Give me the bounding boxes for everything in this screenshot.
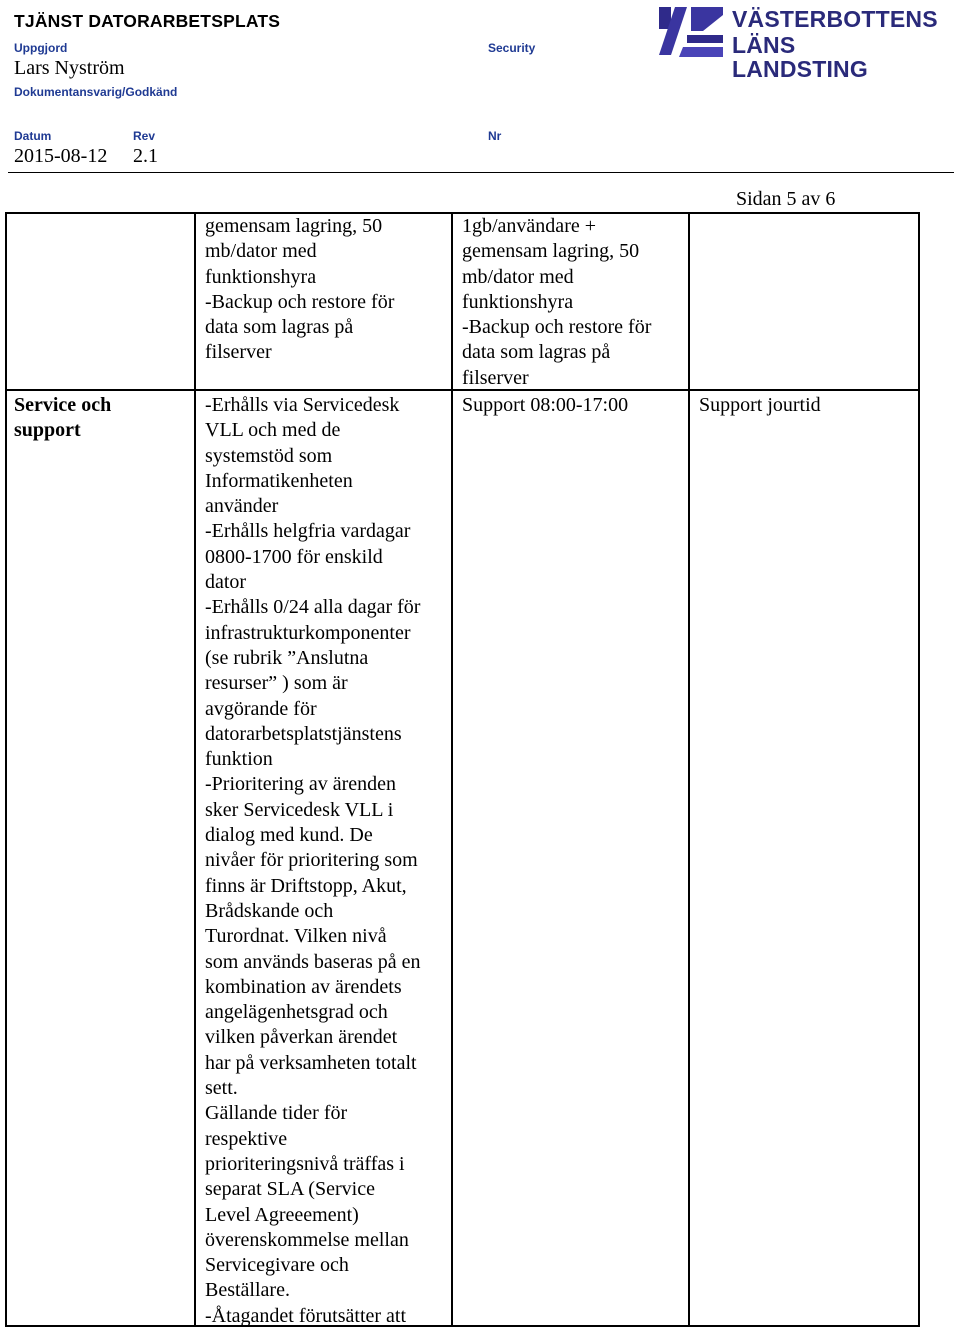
made-by-label: Uppgjord — [14, 41, 68, 55]
date-value: 2015-08-12 — [14, 145, 108, 167]
logo-line-2: LÄNS LANDSTING — [732, 32, 868, 82]
nr-label: Nr — [488, 129, 502, 143]
row1-col3-cell: 1gb/användare + gemensam lagring, 50 mb/dator med funktionshyra -Backup och restore för data som lagras på filserver — [462, 215, 652, 389]
made-by-value: Lars Nyström — [14, 57, 125, 79]
page-number: Sidan 5 av 6 — [736, 188, 836, 210]
security-label: Security — [488, 41, 536, 55]
table-right-border — [918, 212, 920, 1327]
row1-col2-cell: gemensam lagring, 50 mb/dator med funktionshyra -Backup och restore för data som lagras på filserver — [205, 215, 395, 364]
table-col-divider-2 — [451, 212, 453, 1327]
logo-mark-icon — [657, 5, 725, 59]
table-col-divider-1 — [194, 212, 196, 1327]
logo-line-1: VÄSTERBOTTENS — [732, 6, 938, 32]
table-col-divider-3 — [688, 212, 690, 1327]
row2-support-hours-cell: Support 08:00-17:00 — [462, 394, 629, 416]
date-label: Datum — [14, 129, 52, 143]
responsible-label: Dokumentansvarig/Godkänd — [14, 85, 178, 99]
row2-support-oncall-cell: Support jourtid — [699, 394, 821, 416]
organization-logo — [657, 5, 938, 82]
rev-value: 2.1 — [133, 145, 158, 167]
table-left-border — [5, 212, 7, 1327]
table-bottom-border — [5, 1325, 920, 1327]
header-divider — [8, 172, 954, 173]
row2-description-cell: -Erhålls via Servicedesk VLL och med de systemstöd som Informatikenheten använder -Erhålls helgfria vardagar 0800-1700 för enskild dator -Erhålls 0/24 alla dagar för infrastrukturkomponenter (se rubrik ”Anslutna resurser” ) som är avgörande för datorarbetsplatstjänstens funktion -Prioritering av ärenden sker Servicedesk VLL i dialog med kund. De nivåer för prioritering som finns är Driftstopp, Akut, Brådskande och Turordnat. Vilken nivå som används baseras på en kombination av ärendets angelägenhetsgrad och vilken påverkan ärendet har på verksamheten totalt sett. Gällande tider för respektive prioriteringsnivå träffas i separat SLA (Service Level Agreeement) överenskommelse mellan Servicegivare och Beställare. -Åtagandet förutsätter att — [205, 394, 421, 1327]
document-title: TJÄNST DATORARBETSPLATS — [14, 11, 281, 31]
row2-category-cell: Service och support — [14, 394, 112, 442]
rev-label: Rev — [133, 129, 156, 143]
